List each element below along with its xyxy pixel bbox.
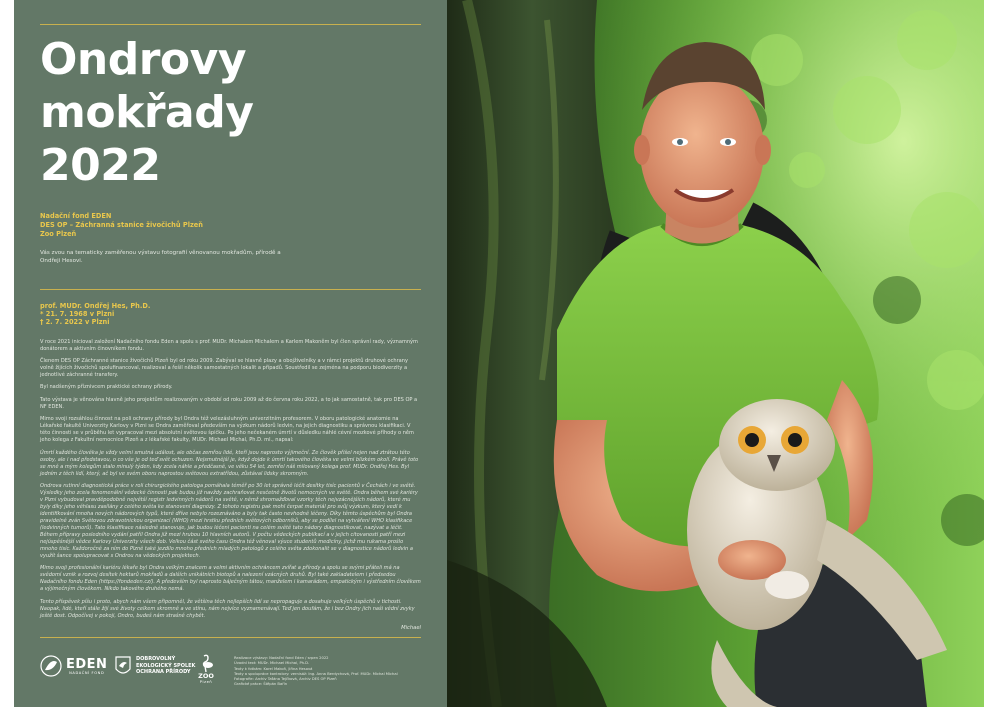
poster <box>14 0 984 707</box>
invitation-text: Vás zvou na tematicky zaměřenou výstavu fotografií věnovanou mokřadům, přírodě a Ondřeji Hesovi. <box>40 250 281 264</box>
paragraph-1: V roce 2021 inicioval založení Nadačního fondu Eden a spolu s prof. MUDr. Michalem Michalem a Karlem Makoněm byl člen správní rady, významným donátorem a aktivním činovníkem fondu. <box>40 338 418 352</box>
credit-line-5: Fotografie: Archiv Taťána Tejčková, Archiv DES OP Plzeň <box>234 677 337 682</box>
person-name: prof. MUDr. Ondřej Hes, Ph.D. <box>40 302 151 310</box>
quote-paragraph-1: Úmrtí každého člověka je vždy velmi smutná událost, ale občas zemřou lidé, kteří jsou naprosto výjimeční. Ze člověk přišel nejen nad ztrátou této osoby, ale i nad představou, o co vše je od teď svět ochuzen. Nejsmutnější je, když dojde k úmrtí takového člověka ve velmi blízkém okolí. Právě toto se mně a mým kolegům stalo minulý týden, kdy zcela náhle a předčasně, ve věku 54 let, zemřel náš milovaný kolega prof. MUDr. Ondřej Hes. Byl jedním z těch lidí, který, ač byl ve svém oboru naprostou světovou extratřídou, zůstával lidsky skromným. <box>40 449 419 477</box>
divider-top <box>40 24 421 25</box>
credit-line-3: Texty k fotkám: Karel Makoň, Jiřina Hesová <box>234 666 313 671</box>
title-line-2: mokřady <box>40 87 254 138</box>
organizer-eden: Nadační fond EDEN <box>40 212 112 220</box>
zoo-logo-sub: Plzeň <box>199 680 213 684</box>
photo-illustration <box>447 0 984 707</box>
credit-line-4: Texty a spolupráce kontrolory: vernisáž: Ing. Anna Berdychová, Prof. MUDr. Michal Michal <box>234 671 398 676</box>
title-line-1: Ondrovy <box>40 34 247 85</box>
title-line-3: 2022 <box>40 140 161 191</box>
organizer-des-op: DES OP – Záchranná stanice živočichů Plzeň <box>40 221 203 229</box>
zoo-logo <box>196 653 216 684</box>
paragraph-3: Byl nadšeným příznivcem praktické ochrany přírody. <box>40 384 173 391</box>
paragraph-5: Mimo svoji rozsáhlou činnost na poli ochrany přírody byl Ondra též velezásluhným univerzitním profesorem. V oboru patologické anatomie na Lékařské fakultě Univerzity Karlovy v Plzni se Ondra zaměřoval především na výzkum nádorů ledvin, na jejich diagnostiku a správnou klasifikaci. V této činnosti se v průběhu let vypracoval mezi absolutní světovou špičku. Po jeho nečekaném úmrtí v důsledku náhlé cévní mozkové příhody o něm jeho kolega z Fakultní nemocnice Plzeň a z lékařské fakulty, MUDr. Michael Michal, Ph.D. ml., napsal: <box>40 416 414 444</box>
eden-logo-word: EDEN <box>66 656 108 672</box>
des-op-line-2: EKOLOGICKÝ SPOLEK <box>136 662 196 669</box>
paragraph-2: Členem DES OP Záchranné stanice živočichů Plzeň byl od roku 2009. Zabýval se hlavně plazy a obojživelníky a v rámci projektů druhové ochrany volně žijících živočichů spolufinancoval, realizoval a řešil několik samostatných lokalit a případů. Soustředil se zejména na podporu biodiverzity a jednotlivé záchranné transfery. <box>40 358 408 378</box>
organizer-list <box>40 212 421 239</box>
bird-badge-icon <box>114 655 132 677</box>
quote-paragraph-2: Ondrova rutinní diagnostická práce v roli chirurgického patologa pomáhala téměř po 30 let správně léčit desítky tisíc pacientů v Čechách i ve světě. Výsledky jeho zcela fenomenální vědecké činnosti pak budou již navždy zachraňovat nesčetně životů nemocných ve světě. Ondra během své kariéry v Plzni vybudoval pravděpodobně největší registr ledvinných nádorů na světě, v němž shromažďoval vzorky těch nejvzácnějších nádorů, které mu byly díky jeho věhlasu zasílány z celého světa ke stanovení diagnózy. Z tohoto registru pak mohl čerpat materiál pro svůj výzkum, který vedl k identifikování mnoha nových nádorových typů, které dříve nebylo rozeznáváno a byly tak často nevhodně léčeny. Díky těmto úspěchům byl Ondra pravidelně zván Světovou zdravotnickou organizací (WHO) mezi hrstku předních světových odborníků, aby se podílel na vytváření WHO klasifikace (ledvinných tumorů). Tato klasifikace následně stanovuje, jak budou léčeni pacienti na celém světě tato nádory diagnostikovat, nazývat a léčit. Během přípravy posledního vydání patřil Ondra již mezi hrubou 10 hlavních autorů. V počtu vědeckých publikací a v jejich citovanosti patří mezi nejúspěšnější vědce Karlovy Univerzity všech dob. Velkou část svého času Ondra též věnoval výuce studentů medicíny, jichž mu rukama prošlo mnoho tisíc. Každoročně za ním do Plzně také jezdilo mnoho předních mladých patologů z celého světa zdokonalit se v diagnostice nádorů ledvin a využít šance spolupracovat s Ondrou na vědeckých projektech. <box>40 482 418 559</box>
des-op-logo-text <box>136 656 195 675</box>
credit-line-1: Realizace výstavy: Nadační fond Eden / srpen 2022 <box>234 656 329 660</box>
des-op-logo <box>114 655 195 677</box>
flamingo-icon <box>196 653 216 673</box>
organizer-zoo: Zoo Plzeň <box>40 230 77 238</box>
quote-paragraph-4: Tento příspěvek píšu i proto, abych nám všem připomněl, že většina těch nejlepších lidí se nepropaguje a dosahuje velkých úspěchů v tichosti. Naopak, lidé, kteří stále žijí své životy celkem skromně a ve stínu, nám nejvíce vyznamenávají. Teď jen doufám, že i bez Ondry jich naši vědní zvyky ještě dost. Odpočívej v pokoji, Ondro, budeš nám strašně chybět. <box>40 598 415 619</box>
credit-line-2: Úvodní text: MUDr. Michael Michal, Ph.D. <box>234 661 310 666</box>
logo-strip <box>40 655 421 695</box>
quote-paragraph-3: Mimo svoji profesionální kariéru lékaře byl Ondra velkým znalcem a velmi aktivním ochráncem zvířat a přírody a spolu se svými přáteli má na svědomí vznik a rozvoj desítek hektarů mokřadů a dalších unikátních biotopů a nalezení vzácných druhů. Byl také zakladatelem i předsedou Nadačního fondu Eden (https://fondeden.cz/). A především byl naprosto báječným tátou, manželem i kamarádem, empatickým i výstředním člověkem a výjimečným člověkem. Nikdo takového druhého nemá. <box>40 565 421 593</box>
zoo-logo-word: ZOO <box>198 672 214 680</box>
credit-line-6: Grafické práce: Štěpán Bařín <box>234 682 288 687</box>
signature: Michael <box>401 625 421 632</box>
portrait-photo <box>447 0 984 707</box>
body-text <box>40 339 421 632</box>
des-op-line-1: DOBROVOLNÝ <box>136 656 176 663</box>
divider-middle <box>40 289 421 290</box>
credits <box>234 656 424 688</box>
eden-logo <box>40 655 107 677</box>
des-op-line-3: OCHRANA PŘÍRODY <box>136 669 191 676</box>
person-born: * 21. 7. 1968 v Plzni <box>40 310 115 319</box>
person-info <box>40 302 421 327</box>
eden-logo-sub: NADAČNÍ FOND <box>69 670 105 675</box>
person-died: † 2. 7. 2022 v Plzni <box>40 318 110 327</box>
paragraph-4: Tato výstava je věnována hlavně jeho projektům realizovaným v období od roku 2009 až do června roku 2022, a to jak samostatně, tak pro DES OP a NF EDEN. <box>40 396 418 410</box>
eden-leaf-icon <box>40 655 62 677</box>
text-panel <box>14 0 447 707</box>
poster-title <box>40 33 421 192</box>
divider-bottom <box>40 637 421 638</box>
